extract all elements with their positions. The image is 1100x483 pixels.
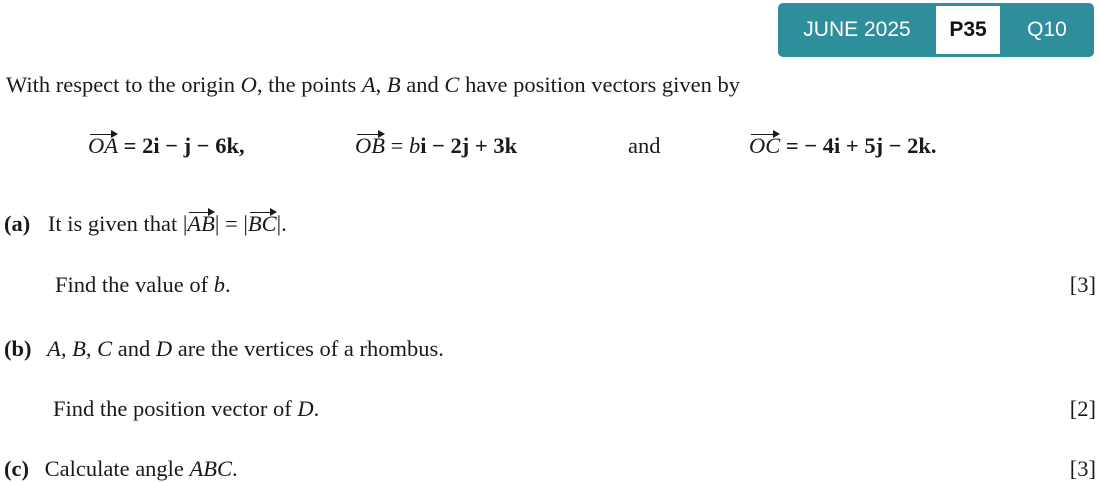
part-a-marks: [3]	[1069, 272, 1096, 297]
part-c-marks: [3]	[1069, 456, 1096, 481]
part-b-statement: (b) A, B, C and D are the vertices of a rhombus.	[4, 336, 444, 361]
vector-ob-b: b	[408, 133, 421, 158]
vector-oc	[749, 133, 937, 159]
part-a-instruction	[55, 272, 231, 298]
intro-part: and	[400, 72, 445, 97]
vector-ob-rest: i − 2j + 3k	[420, 133, 518, 158]
part-b-instruction-text: Find the position vector of	[53, 396, 298, 421]
part-b-text: are the vertices of a rhombus.	[172, 336, 444, 361]
intro-text	[6, 72, 740, 98]
intro-part: With respect to the origin	[6, 72, 241, 97]
and-connector: and	[628, 133, 661, 158]
angle-abc: ABC	[189, 456, 233, 481]
paper-number-label: P35	[936, 6, 1000, 54]
abs-bar: |	[243, 211, 248, 236]
question-tag	[778, 3, 1094, 57]
point-d-symbol: D	[155, 336, 173, 361]
vector-bc-label: BC	[247, 211, 277, 236]
vector-ob-eq: =	[390, 133, 409, 158]
exam-session-label: JUNE 2025	[803, 18, 911, 41]
point-a-symbol: A	[47, 336, 61, 361]
vector-ab-label: AB	[187, 211, 215, 236]
part-a-text: It is given that	[47, 211, 183, 236]
point-a-symbol: A	[361, 72, 376, 97]
part-a-statement: (a) It is given that |AB| = |BC|.	[4, 211, 287, 236]
part-c-statement	[4, 456, 238, 482]
part-b-label: (b)	[4, 336, 32, 361]
part-a-instruction-text: Find the value of	[55, 272, 214, 297]
intro-part: ,	[375, 72, 387, 97]
point-c-symbol: C	[444, 72, 460, 97]
part-b-instruction-end: .	[313, 396, 320, 421]
vector-oa-label: OA	[88, 133, 118, 158]
point-c-symbol: C	[97, 336, 113, 361]
part-c-end: .	[232, 456, 238, 481]
abs-bar: |	[182, 211, 188, 236]
part-a-instruction-end: .	[224, 272, 231, 297]
part-c-text: Calculate angle	[44, 456, 190, 481]
intro-part: have position vectors given by	[459, 72, 741, 97]
part-b-instruction	[53, 396, 319, 422]
point-b-symbol: B	[386, 72, 401, 97]
abs-bar: |	[276, 211, 282, 236]
question-number-label: Q10	[1027, 18, 1067, 41]
vector-ob-label: OB	[355, 133, 385, 158]
vector-ob	[355, 133, 517, 159]
origin-symbol: O	[240, 72, 257, 97]
intro-part: , the points	[256, 72, 362, 97]
vector-oa	[88, 133, 245, 159]
part-b-d-symbol: D	[297, 396, 314, 421]
abs-bar: |	[214, 211, 220, 236]
vector-oa-value: = 2i − j − 6k,	[123, 133, 245, 158]
vector-oc-value: = − 4i + 5j − 2k.	[785, 133, 937, 158]
vector-oc-label: OC	[749, 133, 781, 158]
part-c-label: (c)	[4, 456, 29, 481]
point-b-symbol: B	[72, 336, 86, 361]
part-a-label: (a)	[4, 211, 31, 236]
part-a-b-symbol: b	[213, 272, 225, 297]
part-b-marks: [2]	[1069, 396, 1096, 421]
